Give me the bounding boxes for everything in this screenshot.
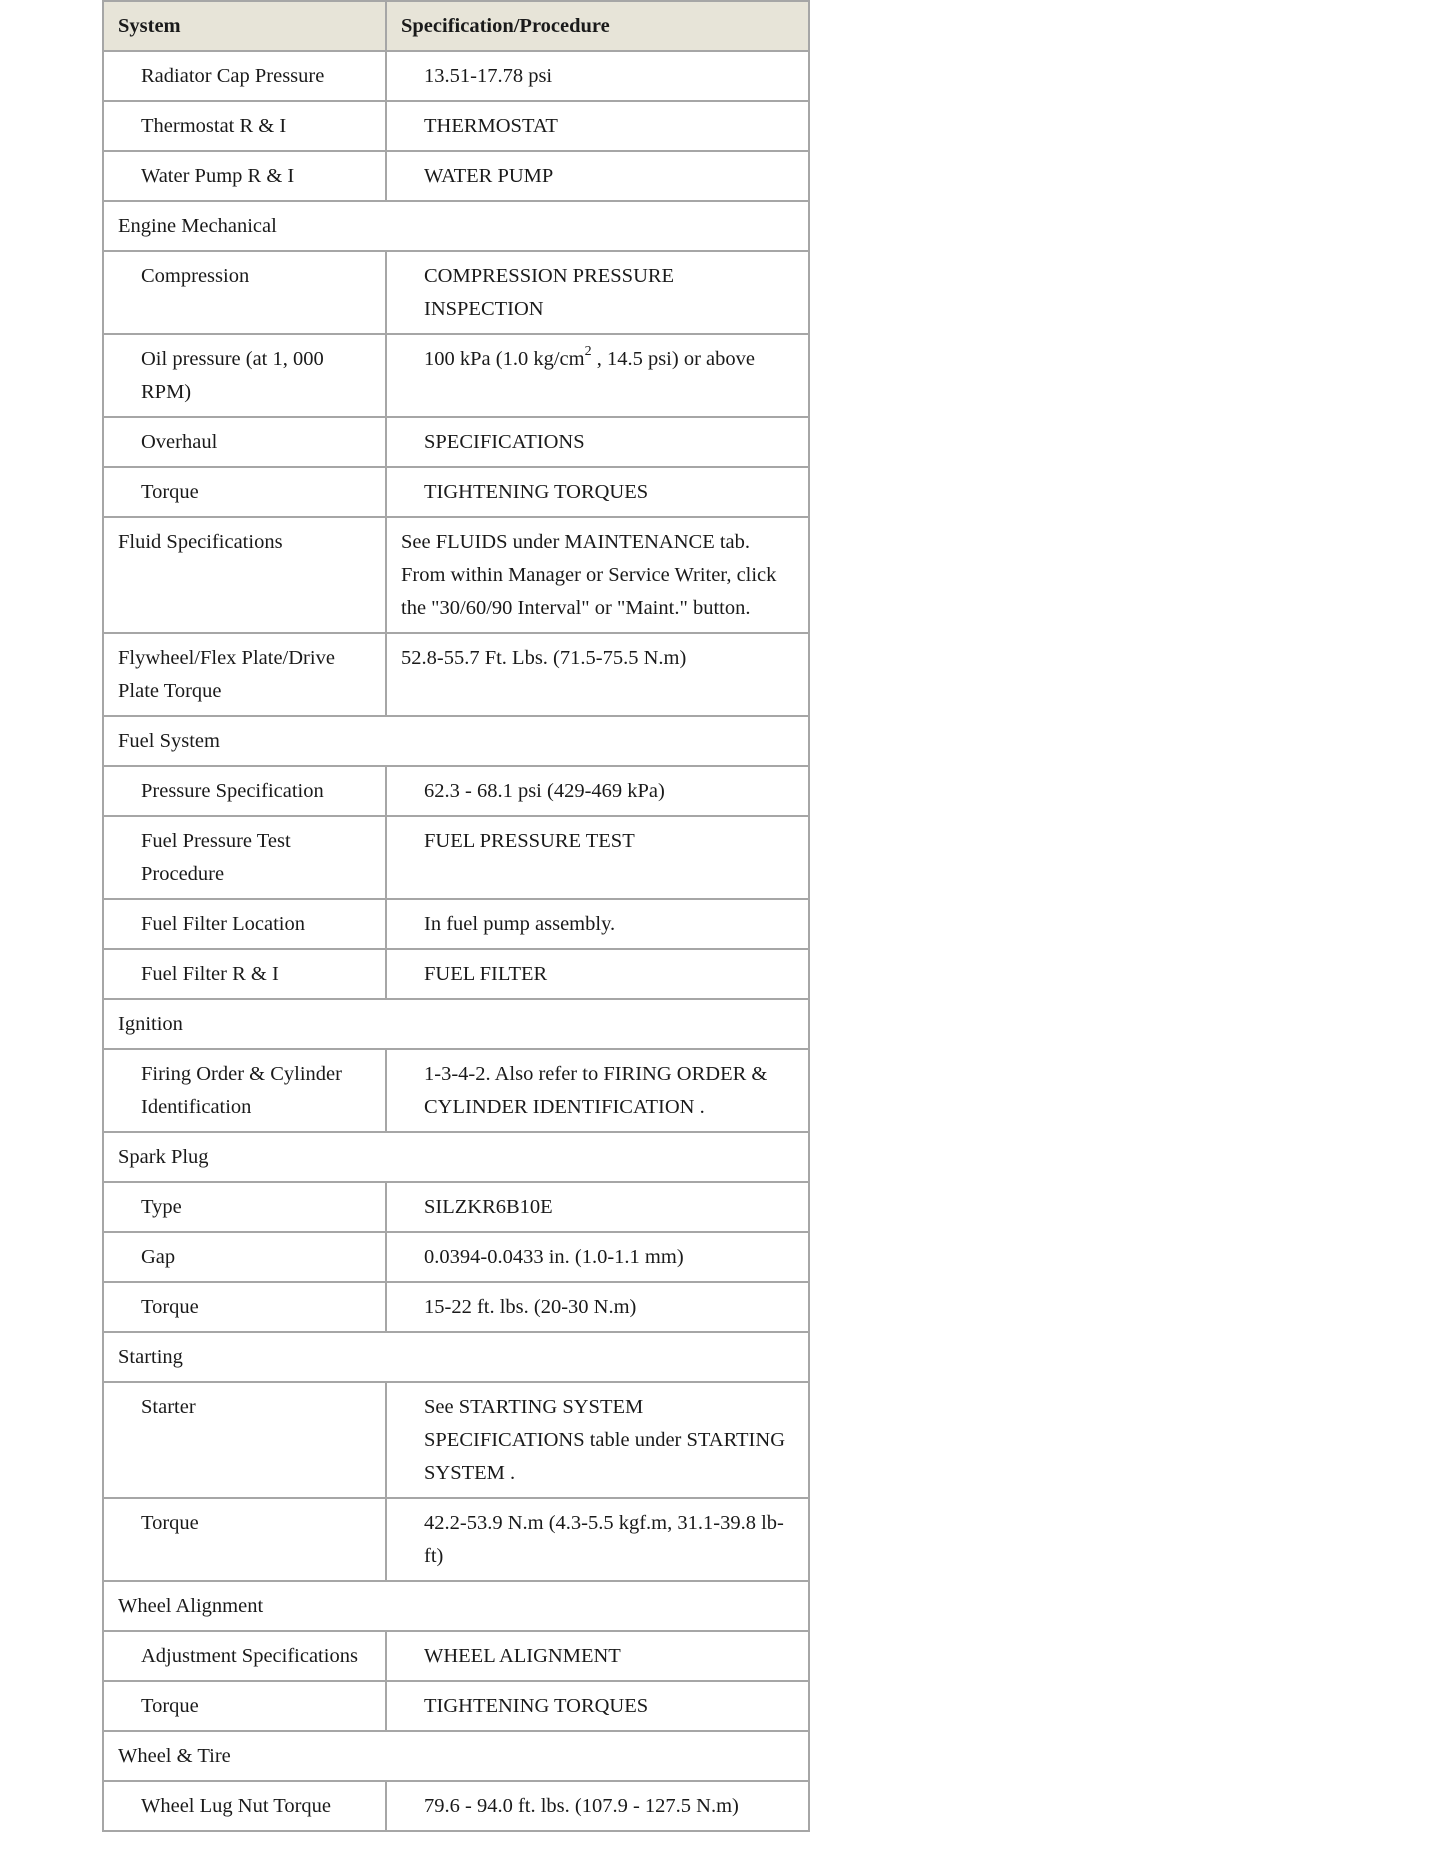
- spec-cell: SPECIFICATIONS: [386, 417, 809, 467]
- section-title: Wheel & Tire: [103, 1731, 809, 1781]
- table-row: [103, 1049, 809, 1132]
- section-row: [103, 201, 809, 251]
- system-cell: Firing Order & Cylinder Identification: [103, 1049, 386, 1132]
- system-cell: Flywheel/Flex Plate/Drive Plate Torque: [103, 633, 386, 716]
- table-row: [103, 334, 809, 417]
- system-cell: Wheel Lug Nut Torque: [103, 1781, 386, 1831]
- table-row: [103, 51, 809, 101]
- spec-cell: 62.3 - 68.1 psi (429-469 kPa): [386, 766, 809, 816]
- table-row: [103, 1781, 809, 1831]
- section-title: Fuel System: [103, 716, 809, 766]
- specifications-table: [102, 0, 810, 1832]
- section-title: Engine Mechanical: [103, 201, 809, 251]
- system-cell: Overhaul: [103, 417, 386, 467]
- system-cell: Fuel Filter R & I: [103, 949, 386, 999]
- system-cell: Gap: [103, 1232, 386, 1282]
- section-row: [103, 1132, 809, 1182]
- system-cell: Fuel Pressure Test Procedure: [103, 816, 386, 899]
- section-row: [103, 1731, 809, 1781]
- system-cell: Fuel Filter Location: [103, 899, 386, 949]
- system-cell: Type: [103, 1182, 386, 1232]
- spec-cell: [386, 334, 809, 417]
- section-row: [103, 716, 809, 766]
- spec-cell: SILZKR6B10E: [386, 1182, 809, 1232]
- spec-cell: See STARTING SYSTEM SPECIFICATIONS table under STARTING SYSTEM .: [386, 1382, 809, 1498]
- spec-cell: In fuel pump assembly.: [386, 899, 809, 949]
- table-row: [103, 633, 809, 716]
- spec-text: , 14.5 psi) or above: [591, 348, 755, 370]
- table-row: [103, 251, 809, 334]
- section-row: [103, 1332, 809, 1382]
- table-row: [103, 467, 809, 517]
- table-row: [103, 1681, 809, 1731]
- superscript: 2: [584, 344, 592, 360]
- system-cell: Oil pressure (at 1, 000 RPM): [103, 334, 386, 417]
- system-cell: Adjustment Specifications: [103, 1631, 386, 1681]
- spec-cell: THERMOSTAT: [386, 101, 809, 151]
- table-row: [103, 101, 809, 151]
- table-row: [103, 949, 809, 999]
- system-cell: Thermostat R & I: [103, 101, 386, 151]
- table-row: [103, 417, 809, 467]
- system-cell: Pressure Specification: [103, 766, 386, 816]
- system-cell: Torque: [103, 1681, 386, 1731]
- table-header-row: [103, 1, 809, 51]
- spec-cell: 15-22 ft. lbs. (20-30 N.m): [386, 1282, 809, 1332]
- section-row: [103, 1581, 809, 1631]
- table-row: [103, 151, 809, 201]
- system-cell: Fluid Specifications: [103, 517, 386, 633]
- spec-cell: See FLUIDS under MAINTENANCE tab. From within Manager or Service Writer, click the "30/60/90 Interval" or "Maint." button.: [386, 517, 809, 633]
- table-row: [103, 1498, 809, 1581]
- table-row: [103, 899, 809, 949]
- table-row: [103, 1232, 809, 1282]
- spec-cell: TIGHTENING TORQUES: [386, 467, 809, 517]
- spec-cell: 1-3-4-2. Also refer to FIRING ORDER & CYLINDER IDENTIFICATION .: [386, 1049, 809, 1132]
- system-cell: Compression: [103, 251, 386, 334]
- system-cell: Starter: [103, 1382, 386, 1498]
- section-title: Starting: [103, 1332, 809, 1382]
- table-row: [103, 517, 809, 633]
- section-title: Wheel Alignment: [103, 1581, 809, 1631]
- spec-cell: FUEL FILTER: [386, 949, 809, 999]
- system-cell: Torque: [103, 467, 386, 517]
- system-cell: Water Pump R & I: [103, 151, 386, 201]
- spec-cell: 0.0394-0.0433 in. (1.0-1.1 mm): [386, 1232, 809, 1282]
- spec-cell: 42.2-53.9 N.m (4.3-5.5 kgf.m, 31.1-39.8 lb-ft): [386, 1498, 809, 1581]
- table-row: [103, 1382, 809, 1498]
- system-cell: Radiator Cap Pressure: [103, 51, 386, 101]
- system-cell: Torque: [103, 1282, 386, 1332]
- spec-cell: TIGHTENING TORQUES: [386, 1681, 809, 1731]
- table-row: [103, 816, 809, 899]
- table-body: [103, 51, 809, 1831]
- spec-text: 100 kPa (1.0 kg/cm: [424, 348, 585, 370]
- spec-cell: WATER PUMP: [386, 151, 809, 201]
- system-cell: Torque: [103, 1498, 386, 1581]
- header-system: System: [103, 1, 386, 51]
- section-title: Spark Plug: [103, 1132, 809, 1182]
- spec-cell: WHEEL ALIGNMENT: [386, 1631, 809, 1681]
- table-row: [103, 766, 809, 816]
- spec-cell: COMPRESSION PRESSURE INSPECTION: [386, 251, 809, 334]
- spec-cell: 13.51-17.78 psi: [386, 51, 809, 101]
- table-row: [103, 1282, 809, 1332]
- section-row: [103, 999, 809, 1049]
- header-specification: Specification/Procedure: [386, 1, 809, 51]
- section-title: Ignition: [103, 999, 809, 1049]
- table-row: [103, 1182, 809, 1232]
- spec-cell: FUEL PRESSURE TEST: [386, 816, 809, 899]
- table-row: [103, 1631, 809, 1681]
- spec-cell: 79.6 - 94.0 ft. lbs. (107.9 - 127.5 N.m): [386, 1781, 809, 1831]
- spec-cell: 52.8-55.7 Ft. Lbs. (71.5-75.5 N.m): [386, 633, 809, 716]
